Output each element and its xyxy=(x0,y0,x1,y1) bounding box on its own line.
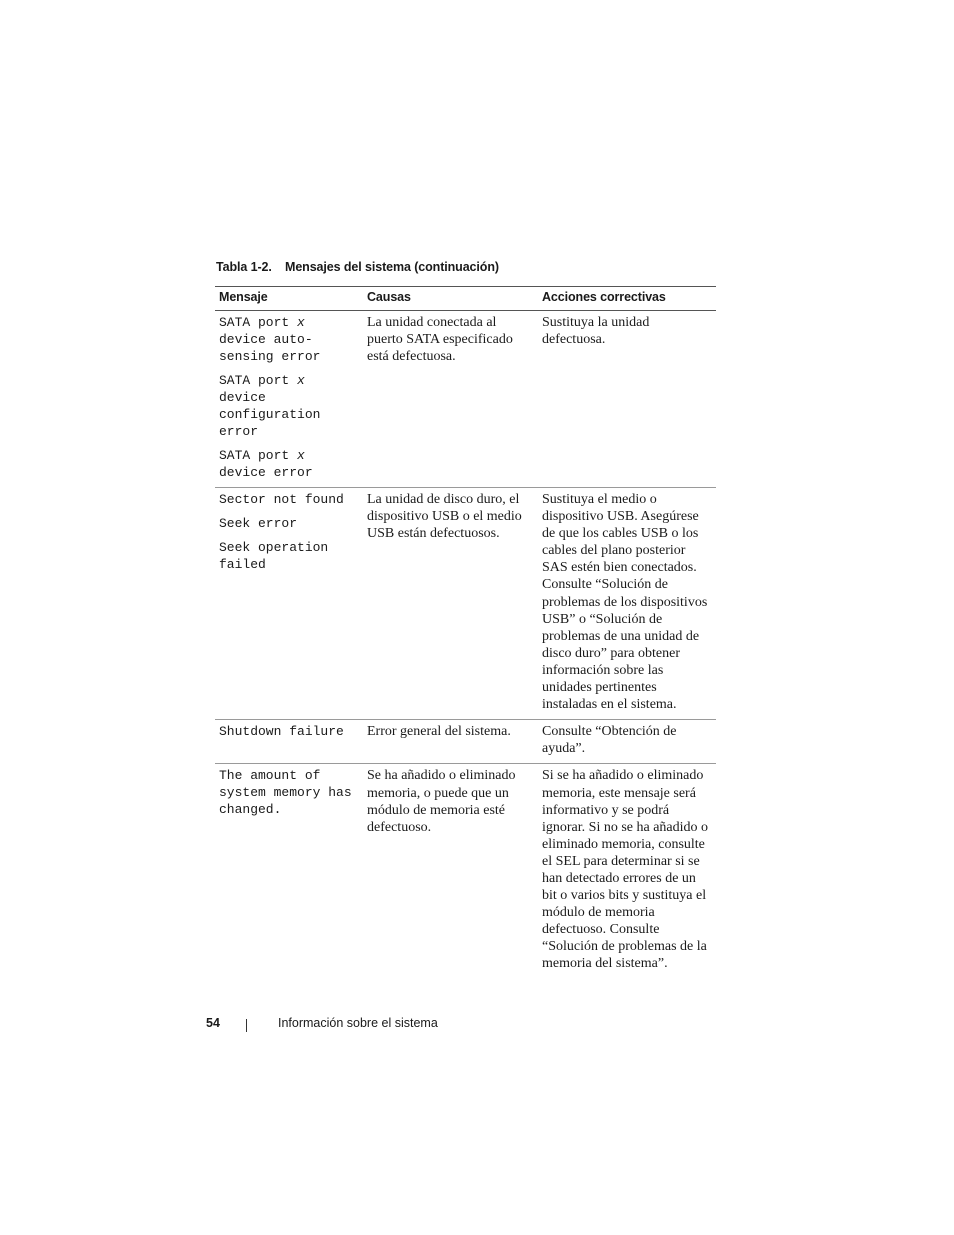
message-cell xyxy=(215,311,363,488)
message-code: The amount of system memory has changed. xyxy=(219,768,352,818)
message-code: SATA port x device auto- sensing error xyxy=(219,315,321,364)
table-header-row xyxy=(215,287,716,311)
action-cell: Sustituya la unidad defectuosa. xyxy=(538,311,716,488)
message-cell xyxy=(215,764,363,979)
cause-cell: Se ha añadido o eliminado memoria, o puede que un módulo de memoria esté defectuoso. xyxy=(367,768,516,835)
message-code: Shutdown failure xyxy=(219,724,344,740)
message-code: Seek operation failed xyxy=(219,540,329,572)
header-causes: Causas xyxy=(363,287,538,311)
message-cell xyxy=(215,488,363,720)
cause-cell: La unidad conectada al puerto SATA especificado está defectuosa. xyxy=(363,311,538,488)
action-cell: Si se ha añadido o eliminado memoria, este mensaje será informativo y se podrá ignorar. Si no se ha añadido o eliminado memoria, consulte el SEL para determinar si se han detectado errores de un bit o varios bits y sustituya el módulo de memoria defectuoso. Consulte “Solución de problemas de la memoria del sistema”. xyxy=(542,768,709,972)
table-row xyxy=(215,311,716,488)
table-row xyxy=(215,764,716,979)
page-number: 54 xyxy=(206,1016,220,1030)
header-actions: Acciones correctivas xyxy=(538,287,716,311)
table-title: Mensajes del sistema (continuación) xyxy=(285,260,499,274)
cause-cell: La unidad de disco duro, el dispositivo USB o el medio USB están defectuosos. xyxy=(363,488,538,720)
header-message: Mensaje xyxy=(215,287,363,311)
message-code: Seek error xyxy=(219,516,298,531)
table-caption xyxy=(216,260,499,274)
message-code: Sector not found xyxy=(219,492,344,507)
footer-section-title: Información sobre el sistema xyxy=(278,1016,438,1030)
footer-divider xyxy=(246,1019,247,1032)
message-code: SATA port x device configuration error xyxy=(219,373,321,439)
cause-cell: Error general del sistema. xyxy=(363,720,538,764)
table-row xyxy=(215,720,716,764)
table-row xyxy=(215,488,716,720)
message-cell xyxy=(215,720,363,764)
table-number: Tabla 1-2. xyxy=(216,260,272,274)
message-code: SATA port x device error xyxy=(219,448,313,480)
action-cell: Consulte “Obtención de ayuda”. xyxy=(538,720,716,764)
system-messages-table xyxy=(215,286,716,979)
action-cell: Sustituya el medio o dispositivo USB. Asegúrese de que los cables USB o los cables del plano posterior SAS estén bien conectados. Consulte “Solución de problemas de los dispositivos USB” o “Solución de problemas de una unidad de disco duro” para obtener información sobre las unidades pertinentes instaladas en el sistema. xyxy=(538,488,716,720)
